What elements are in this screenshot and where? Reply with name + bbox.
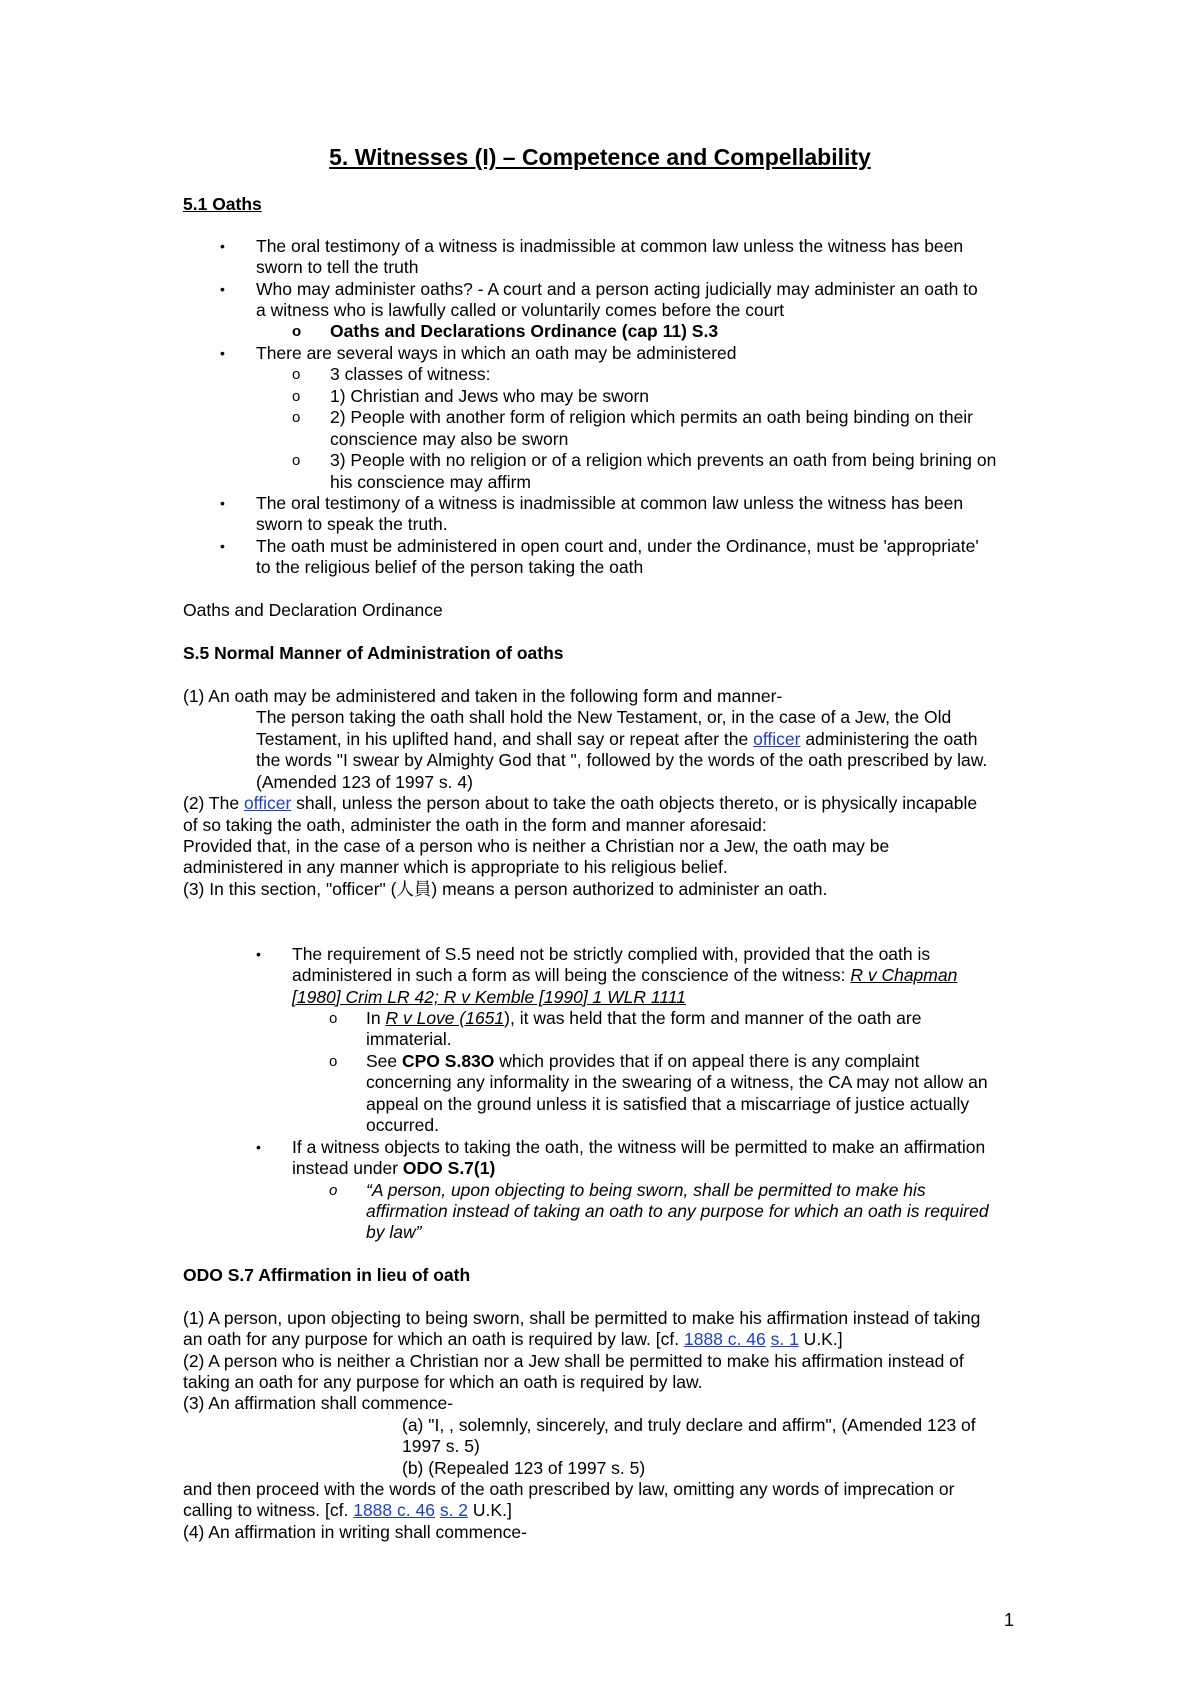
paragraph-line: of so taking the oath, administer the oath in the form and manner aforesaid: bbox=[183, 815, 767, 835]
sub-bullet-icon: o bbox=[329, 1182, 338, 1199]
bullet-text: There are several ways in which an oath may be administered bbox=[256, 343, 737, 363]
case-citation: [1980] Crim LR 42; R v Kemble [1990] 1 WLR 1111 bbox=[292, 987, 686, 1007]
paragraph-line: administered in any manner which is appropriate to his religious belief. bbox=[183, 857, 728, 877]
bullet-icon: • bbox=[220, 238, 225, 254]
sub-bullet-text: concerning any informality in the swearing of a witness, the CA may not allow an bbox=[366, 1072, 988, 1092]
quote-line: affirmation instead of taking an oath to any purpose for which an oath is required bbox=[366, 1201, 989, 1221]
statute-link[interactable]: 1888 c. 46 bbox=[683, 1329, 766, 1349]
paragraph-line: Provided that, in the case of a person who is neither a Christian nor a Jew, the oath may be bbox=[183, 836, 890, 856]
bullet-icon: • bbox=[256, 946, 261, 962]
section-heading-oaths: 5.1 Oaths bbox=[183, 194, 262, 214]
sub-bullet-text: occurred. bbox=[366, 1115, 439, 1135]
section-heading-s5: S.5 Normal Manner of Administration of oaths bbox=[183, 643, 564, 663]
sub-bullet-text: his conscience may affirm bbox=[330, 472, 532, 492]
bullet-icon: • bbox=[220, 538, 225, 554]
paragraph-line: Testament, in his uplifted hand, and shall say or repeat after the officer administering the oath bbox=[256, 729, 978, 749]
bullet-text: The requirement of S.5 need not be strictly complied with, provided that the oath is bbox=[292, 944, 931, 964]
bullet-icon: • bbox=[220, 281, 225, 297]
bullet-text: a witness who is lawfully called or voluntarily comes before the court bbox=[256, 300, 785, 320]
paragraph-line: (b) (Repealed 123 of 1997 s. 5) bbox=[402, 1458, 646, 1478]
case-citation: R v Chapman bbox=[850, 965, 958, 985]
paragraph-line: The person taking the oath shall hold the New Testament, or, in the case of a Jew, the Old bbox=[256, 707, 952, 727]
quote-line: by law” bbox=[366, 1222, 422, 1242]
sub-bullet-text: conscience may also be sworn bbox=[330, 429, 569, 449]
paragraph-line: (3) An affirmation shall commence- bbox=[183, 1393, 454, 1413]
sub-bullet-icon: o bbox=[329, 1053, 338, 1070]
sub-bullet-text: appeal on the ground unless it is satisfied that a miscarriage of justice actually bbox=[366, 1094, 970, 1114]
page-number: 1 bbox=[1004, 1610, 1015, 1630]
paragraph-line: the words "I swear by Almighty God that ", followed by the words of the oath prescribed by law. bbox=[256, 750, 988, 770]
bullet-text: instead under ODO S.7(1) bbox=[292, 1158, 496, 1178]
paragraph-line: taking an oath for any purpose for which an oath is required by law. bbox=[183, 1372, 703, 1392]
bullet-text: sworn to speak the truth. bbox=[256, 514, 448, 534]
paragraph-line: (2) A person who is neither a Christian nor a Jew shall be permitted to make his affirmation instead of bbox=[183, 1351, 964, 1371]
sub-bullet-icon: o bbox=[292, 388, 301, 405]
paragraph-line: (Amended 123 of 1997 s. 4) bbox=[256, 772, 473, 792]
section-link[interactable]: s. 2 bbox=[439, 1500, 469, 1520]
page-title: 5. Witnesses (I) – Competence and Compellability bbox=[329, 144, 871, 170]
bullet-text: Who may administer oaths? - A court and a person acting judicially may administer an oath to bbox=[256, 279, 978, 299]
sub-bullet-text: 2) People with another form of religion which permits an oath being binding on their bbox=[330, 407, 974, 427]
sub-bullet-icon: o bbox=[329, 1010, 338, 1027]
quote-line: “A person, upon objecting to being sworn, shall be permitted to make his bbox=[366, 1180, 926, 1200]
bullet-icon: • bbox=[256, 1139, 261, 1155]
paragraph-line: (3) In this section, "officer" (人員) means a person authorized to administer an oath. bbox=[183, 879, 828, 899]
bullet-text: to the religious belief of the person taking the oath bbox=[256, 557, 644, 577]
paragraph-line: (2) The officer shall, unless the person about to take the oath objects thereto, or is physically incapable bbox=[183, 793, 978, 813]
sub-bullet-text: 3 classes of witness: bbox=[330, 364, 491, 384]
case-citation: R v Love (1651 bbox=[385, 1008, 505, 1028]
bullet-text: administered in such a form as will being the conscience of the witness: R v Chapman bbox=[292, 965, 958, 985]
officer-link[interactable]: officer bbox=[243, 793, 292, 813]
officer-link[interactable]: officer bbox=[753, 729, 801, 749]
bullet-text: If a witness objects to taking the oath, the witness will be permitted to make an affirmation bbox=[292, 1137, 986, 1157]
sub-bullet-text: 3) People with no religion or of a religion which prevents an oath from being brining on bbox=[330, 450, 997, 470]
sub-bullet-icon: o bbox=[292, 452, 301, 469]
bullet-text: The oral testimony of a witness is inadmissible at common law unless the witness has been bbox=[256, 493, 964, 513]
sub-bullet-text: 1) Christian and Jews who may be sworn bbox=[330, 386, 650, 406]
ordinance-label: Oaths and Declaration Ordinance bbox=[183, 600, 443, 620]
bullet-icon: • bbox=[220, 495, 225, 511]
bullet-text: The oral testimony of a witness is inadmissible at common law unless the witness has been bbox=[256, 236, 964, 256]
paragraph-line: (1) An oath may be administered and taken in the following form and manner- bbox=[183, 686, 783, 706]
sub-bullet-icon: o bbox=[292, 409, 301, 426]
paragraph-line: (4) An affirmation in writing shall commence- bbox=[183, 1522, 527, 1542]
paragraph-line: (a) "I, , solemnly, sincerely, and truly declare and affirm", (Amended 123 of bbox=[402, 1415, 976, 1435]
sub-bullet-icon: o bbox=[292, 366, 301, 383]
section-heading-s7: ODO S.7 Affirmation in lieu of oath bbox=[183, 1265, 471, 1285]
bullet-text: The oath must be administered in open court and, under the Ordinance, must be 'appropriate' bbox=[256, 536, 979, 556]
sub-bullet-text: Oaths and Declarations Ordinance (cap 11) S.3 bbox=[330, 321, 719, 341]
sub-bullet-text: immaterial. bbox=[366, 1029, 452, 1049]
sub-bullet-text: See CPO S.83O which provides that if on appeal there is any complaint bbox=[366, 1051, 920, 1071]
paragraph-line: an oath for any purpose for which an oath is required by law. [cf. 1888 c. 46 s. 1 U.K.] bbox=[183, 1329, 843, 1349]
bullet-icon: • bbox=[220, 345, 225, 361]
sub-bullet-icon: o bbox=[292, 323, 302, 340]
paragraph-line: and then proceed with the words of the oath prescribed by law, omitting any words of imprecation or bbox=[183, 1479, 955, 1499]
paragraph-line: 1997 s. 5) bbox=[402, 1436, 480, 1456]
section-link[interactable]: s. 1 bbox=[770, 1329, 799, 1349]
paragraph-line: (1) A person, upon objecting to being sworn, shall be permitted to make his affirmation instead of taking bbox=[183, 1308, 981, 1328]
paragraph-line: calling to witness. [cf. 1888 c. 46 s. 2 U.K.] bbox=[183, 1500, 512, 1520]
bullet-text: sworn to tell the truth bbox=[256, 257, 419, 277]
statute-link[interactable]: 1888 c. 46 bbox=[353, 1500, 435, 1520]
sub-bullet-text: In R v Love (1651), it was held that the form and manner of the oath are bbox=[366, 1008, 922, 1028]
